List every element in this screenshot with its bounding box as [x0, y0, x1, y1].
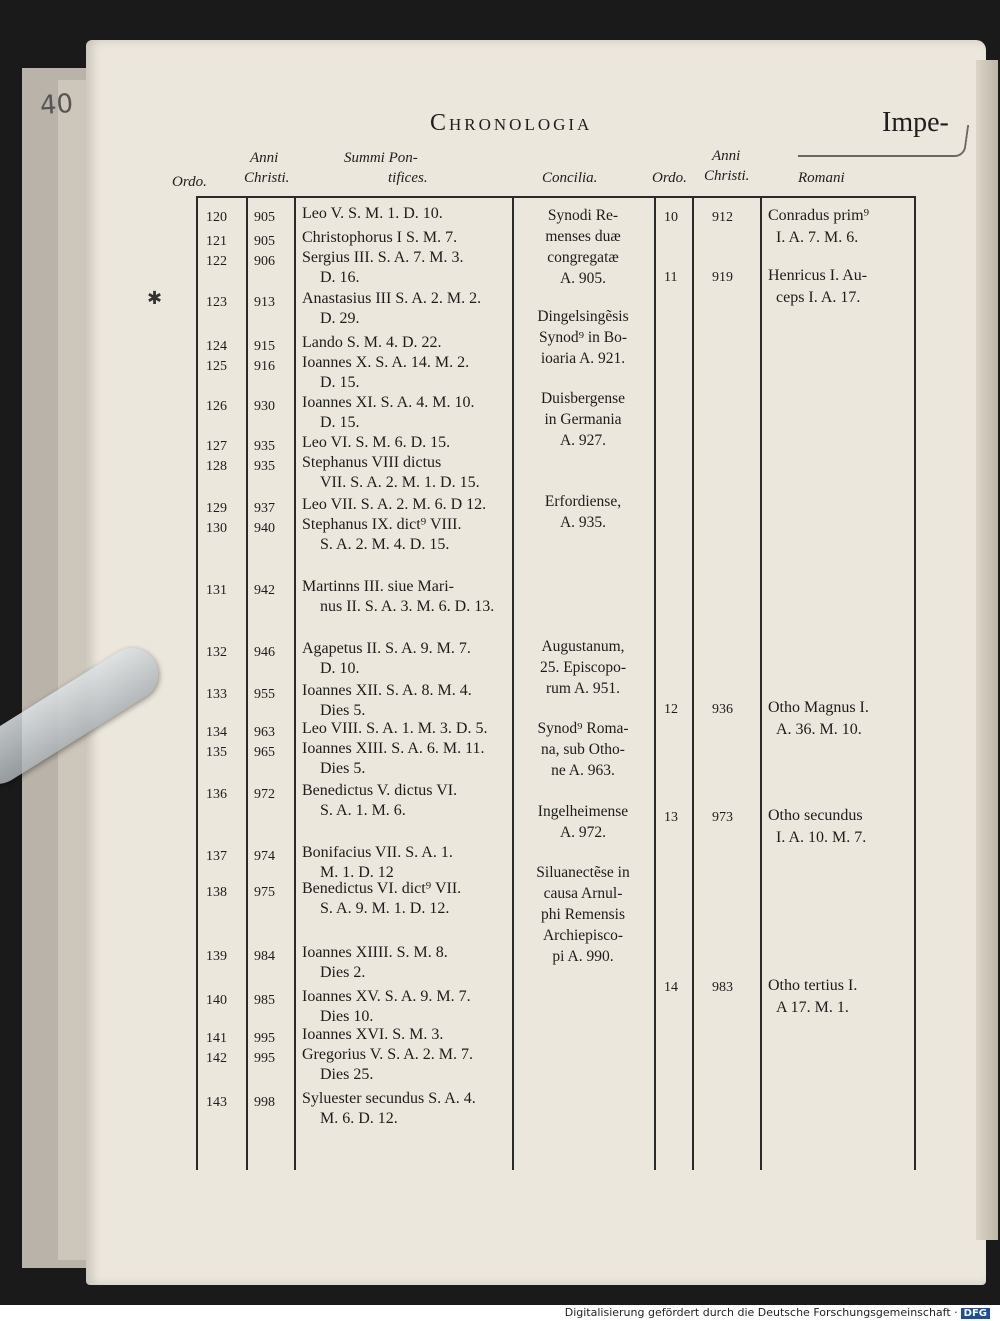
pope-entry-line: nus II. S. A. 3. M. 6. D. 13. — [320, 598, 495, 615]
council-entry-line: menses duæ — [545, 228, 621, 245]
pope-entry-line: Dies 25. — [320, 1066, 374, 1083]
pope-entry-line: D. 15. — [320, 374, 360, 391]
pope-entry-line: Dies 5. — [320, 760, 366, 777]
header-concilia: Concilia. — [542, 170, 598, 186]
pope-year: 998 — [254, 1095, 275, 1110]
column-rule-1 — [196, 198, 198, 1170]
emperor-entry-line: Henricus I. Au- — [768, 267, 868, 284]
pope-entry-line: D. 16. — [320, 269, 360, 286]
pope-ordo: 123 — [206, 295, 227, 310]
pope-year: 995 — [254, 1031, 275, 1046]
council-entry-line: Synod⁹ in Bo- — [538, 329, 628, 346]
pope-entry-line: Benedictus VI. dict⁹ VII. — [302, 880, 462, 897]
dfg-logo-badge: DFG — [961, 1308, 990, 1319]
emperor-entry-line: Otho Magnus I. — [768, 699, 869, 716]
pope-year: 942 — [254, 583, 275, 598]
pope-entry-line: Dies 5. — [320, 702, 366, 719]
pope-year: 963 — [254, 725, 275, 740]
council-entry-line: na, sub Otho- — [541, 741, 625, 758]
council-entry-line: ne A. 963. — [551, 762, 615, 779]
pope-ordo: 122 — [206, 254, 227, 269]
emperor-entry-line: I. A. 7. M. 6. — [776, 229, 859, 246]
pope-year: 975 — [254, 885, 275, 900]
pope-entry-line: Ioannes XIIII. S. M. 8. — [302, 944, 448, 961]
council-entry-line: rum A. 951. — [545, 680, 621, 697]
pope-ordo: 136 — [206, 787, 227, 802]
pope-year: 955 — [254, 687, 275, 702]
column-rule-5 — [654, 198, 656, 1170]
pope-year: 972 — [254, 787, 275, 802]
emperor-ordo: 12 — [664, 702, 678, 717]
emperor-ordo: 11 — [664, 270, 678, 285]
pope-ordo: 128 — [206, 459, 227, 474]
pope-year: 913 — [254, 295, 275, 310]
pope-entry-line: Leo VII. S. A. 2. M. 6. D 12. — [302, 496, 487, 513]
pope-year: 974 — [254, 849, 275, 864]
pope-ordo: 139 — [206, 949, 227, 964]
pope-entry-line: S. A. 9. M. 1. D. 12. — [320, 900, 450, 917]
pope-ordo: 137 — [206, 849, 227, 864]
pope-year: 930 — [254, 399, 275, 414]
header-anni-right-2: Christi. — [704, 168, 750, 184]
pope-ordo: 140 — [206, 993, 227, 1008]
pope-entry-line: Ioannes XIII. S. A. 6. M. 11. — [302, 740, 485, 757]
pope-entry-line: Martinns III. siue Mari- — [302, 578, 454, 595]
pope-year: 946 — [254, 645, 275, 660]
emperor-year: 983 — [712, 980, 733, 995]
emperor-entry-line: Otho secundus — [768, 807, 863, 824]
council-entry-line: Dingelsingẽsis — [537, 308, 629, 325]
pope-entry-line: D. 15. — [320, 414, 360, 431]
column-rule-7 — [760, 198, 762, 1170]
pope-year: 935 — [254, 459, 275, 474]
pope-ordo: 143 — [206, 1095, 227, 1110]
council-entry-line: Synod⁹ Roma- — [537, 720, 629, 737]
council-entry-line: Archiepisco- — [542, 927, 624, 944]
pope-entry-line: M. 1. D. 12 — [320, 864, 394, 881]
margin-mark-icon: ✱ — [147, 288, 163, 309]
pope-entry-line: Dies 2. — [320, 964, 366, 981]
pope-entry-line: Benedictus V. dictus VI. — [302, 782, 458, 799]
pope-year: 937 — [254, 501, 275, 516]
pope-ordo: 132 — [206, 645, 227, 660]
pope-entry-line: Ioannes XI. S. A. 4. M. 10. — [302, 394, 475, 411]
council-entry-line: Erfordiense, — [544, 493, 622, 510]
header-summi-2: tifices. — [388, 170, 428, 186]
pope-entry-line: Christophorus I S. M. 7. — [302, 229, 458, 246]
pope-ordo: 126 — [206, 399, 227, 414]
council-entry-line: A. 905. — [559, 270, 607, 287]
council-entry-line: Ingelheimense — [537, 803, 629, 820]
header-anni-left-2: Christi. — [244, 170, 290, 186]
pope-entry-line: Sergius III. S. A. 7. M. 3. — [302, 249, 464, 266]
header-rule — [196, 196, 916, 198]
pope-year: 940 — [254, 521, 275, 536]
handwritten-stroke — [798, 125, 969, 157]
column-rule-6 — [692, 198, 694, 1170]
pope-year: 905 — [254, 210, 275, 225]
page-edge — [976, 60, 998, 1240]
dfg-footer — [565, 1306, 990, 1319]
pope-ordo: 135 — [206, 745, 227, 760]
pope-entry-line: Dies 10. — [320, 1008, 374, 1025]
column-rule-2 — [246, 198, 248, 1170]
pope-entry-line: VII. S. A. 2. M. 1. D. 15. — [320, 474, 480, 491]
pope-entry-line: Ioannes XV. S. A. 9. M. 7. — [302, 988, 471, 1005]
pope-entry-line: S. A. 2. M. 4. D. 15. — [320, 536, 450, 553]
council-entry-line: phi Remensis — [541, 906, 625, 923]
column-rule-3 — [294, 198, 296, 1170]
pope-year: 915 — [254, 339, 275, 354]
pope-year: 985 — [254, 993, 275, 1008]
footer-text: Digitalisierung gefördert durch die Deutsche Forschungsgemeinschaft · — [564, 1306, 958, 1319]
pope-entry-line: Stephanus VIII dictus — [302, 454, 442, 471]
pope-ordo: 121 — [206, 234, 227, 249]
pope-ordo: 133 — [206, 687, 227, 702]
pope-entry-line: Ioannes X. S. A. 14. M. 2. — [302, 354, 470, 371]
council-entry-line: causa Arnul- — [543, 885, 623, 902]
pope-entry-line: Syluester secundus S. A. 4. — [302, 1090, 476, 1107]
pope-ordo: 130 — [206, 521, 227, 536]
pope-ordo: 142 — [206, 1051, 227, 1066]
pope-entry-line: Anastasius III S. A. 2. M. 2. — [302, 290, 482, 307]
emperor-year: 936 — [712, 702, 733, 717]
emperor-ordo: 13 — [664, 810, 678, 825]
pope-entry-line: D. 10. — [320, 660, 360, 677]
pope-year: 905 — [254, 234, 275, 249]
header-ordo-right: Ordo. — [652, 170, 687, 186]
council-entry-line: ioaria A. 921. — [540, 350, 626, 367]
pope-ordo: 131 — [206, 583, 227, 598]
pope-year: 995 — [254, 1051, 275, 1066]
emperor-year: 973 — [712, 810, 733, 825]
emperor-entry-line: A 17. M. 1. — [776, 999, 849, 1016]
pope-year: 906 — [254, 254, 275, 269]
pope-entry-line: S. A. 1. M. 6. — [320, 802, 406, 819]
header-romani: Romani — [798, 170, 845, 186]
emperor-entry-line: ceps I. A. 17. — [776, 289, 861, 306]
pope-entry-line: Bonifacius VII. S. A. 1. — [302, 844, 453, 861]
column-rule-4 — [512, 198, 514, 1170]
pope-entry-line: Ioannes XII. S. A. 8. M. 4. — [302, 682, 472, 699]
council-entry-line: A. 935. — [559, 514, 607, 531]
emperor-year: 912 — [712, 210, 733, 225]
pope-year: 935 — [254, 439, 275, 454]
column-rule-8 — [914, 198, 916, 1170]
pope-ordo: 120 — [206, 210, 227, 225]
council-entry-line: Siluanectẽse in — [536, 864, 630, 881]
emperor-year: 919 — [712, 270, 733, 285]
pope-ordo: 124 — [206, 339, 227, 354]
header-ordo-left: Ordo. — [172, 174, 207, 190]
pope-ordo: 129 — [206, 501, 227, 516]
council-entry-line: Duisbergense — [540, 390, 626, 407]
header-summi-1: Summi Pon- — [344, 150, 418, 166]
council-entry-line: A. 927. — [559, 432, 607, 449]
council-entry-line: 25. Episcopo- — [539, 659, 627, 676]
pope-ordo: 141 — [206, 1031, 227, 1046]
emperor-entry-line: Conradus prim⁹ — [768, 207, 870, 224]
pope-ordo: 125 — [206, 359, 227, 374]
emperor-entry-line: Otho tertius I. — [768, 977, 858, 994]
pope-entry-line: M. 6. D. 12. — [320, 1110, 398, 1127]
pope-year: 984 — [254, 949, 275, 964]
council-entry-line: pi A. 990. — [552, 948, 614, 965]
running-head-right: Impe- — [882, 107, 949, 138]
header-anni-right-1: Anni — [712, 148, 741, 164]
emperor-entry-line: A. 36. M. 10. — [776, 721, 862, 738]
running-head: Chronologia — [430, 110, 593, 136]
pope-ordo: 127 — [206, 439, 227, 454]
pope-year: 965 — [254, 745, 275, 760]
pope-ordo: 138 — [206, 885, 227, 900]
council-entry-line: Augustanum, — [541, 638, 625, 655]
pope-ordo: 134 — [206, 725, 227, 740]
pope-entry-line: D. 29. — [320, 310, 360, 327]
emperor-entry-line: I. A. 10. M. 7. — [776, 829, 867, 846]
council-entry-line: Synodi Re- — [547, 207, 619, 224]
pope-year: 916 — [254, 359, 275, 374]
council-entry-line: A. 972. — [559, 824, 607, 841]
pope-entry-line: Agapetus II. S. A. 9. M. 7. — [302, 640, 471, 657]
pope-entry-line: Gregorius V. S. A. 2. M. 7. — [302, 1046, 473, 1063]
pope-entry-line: Lando S. M. 4. D. 22. — [302, 334, 442, 351]
pope-entry-line: Ioannes XVI. S. M. 3. — [302, 1026, 444, 1043]
header-anni-left-1: Anni — [250, 150, 279, 166]
pope-entry-line: Leo VI. S. M. 6. D. 15. — [302, 434, 451, 451]
council-entry-line: congregatæ — [547, 249, 619, 266]
emperor-ordo: 10 — [664, 210, 678, 225]
emperor-ordo: 14 — [664, 980, 678, 995]
pope-entry-line: Stephanus IX. dict⁹ VIII. — [302, 516, 462, 533]
council-entry-line: in Germania — [544, 411, 622, 428]
pope-entry-line: Leo VIII. S. A. 1. M. 3. D. 5. — [302, 720, 488, 737]
pope-entry-line: Leo V. S. M. 1. D. 10. — [302, 205, 443, 222]
handwritten-page-number: 40 — [38, 88, 75, 122]
